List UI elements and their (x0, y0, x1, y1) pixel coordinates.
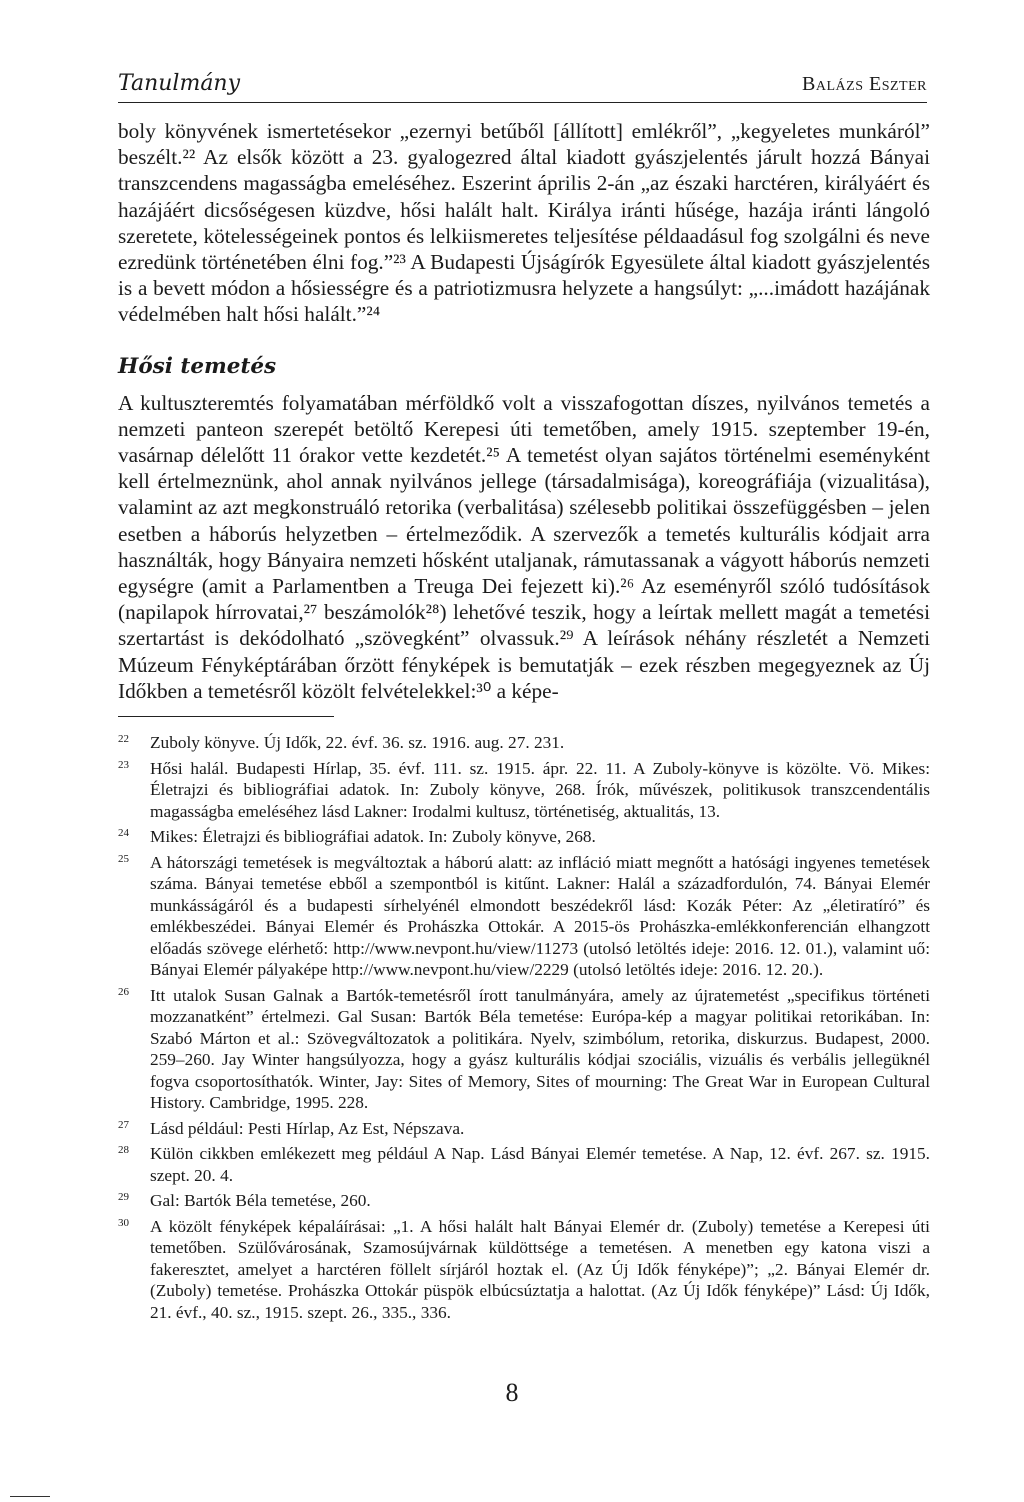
footnote-23 (118, 758, 930, 823)
footnote-number: 29 (118, 1191, 129, 1203)
footnote-number: 27 (118, 1118, 129, 1131)
footnote-24 (118, 826, 930, 848)
paragraph-1: boly könyvének ismertetésekor „ezernyi betűből [állított] emlékről”, „kegyeletes munkáról” beszélt.²² Az elsők között a 23. gyalogezred által kiadott gyászjelentés járult hozzá Bányai transzcendens magasságba emeléséhez. Eszerint április 2-án „az északi harctéren, királyáért és hazájáért dicsőségesen küzdve, hősi halált halt. Királya iránti hűsége, hazája iránti lángoló szeretete, kötelességeinek pontos és lelkiismeretes teljesítése példaadásul fog szolgálni és neve ezredünk történetében élni fog.”²³ A Budapesti Újságírók Egyesülete által kiadott gyászjelentés is a bevett módon a hősiességre és a patriotizmusra helyzete a hangsúlyt: „...imádott hazájának védelmében halt hősi halált.”²⁴ (118, 119, 930, 327)
page-number: 8 (505, 1378, 519, 1407)
footnote-28 (118, 1143, 930, 1186)
footnote-text: A hátországi temetések is megváltoztak a háború alatt: az infláció miatt megnőtt a hatósági ingyenes temetések száma. Bányai temetése ebből a szempontból is kitűnt. Lakner: Halál a századfordulón, 74. Bányai Elemér munkásságáról és a budapesti sírhelyénél elmondott beszédekről lásd: Kozák Péter: Az „életiratíró” és emlékbeszédei. Bányai Elemér és Prohászka Ottokár. A 2015-ös Prohászka-emlékkonferencián elhangzott előadás szövege elérhető: http://www.nevpont.hu/view/11273 (utolsó letöltés ideje: 2016. 12. 01.), valamint uő: Bányai Elemér pályaképe http://www.nevpont.hu/view/2229 (utolsó letöltés ideje: 2016. 12. 20.). (150, 852, 930, 979)
footnote-text: Hősi halál. Budapesti Hírlap, 35. évf. 111. sz. 1915. ápr. 22. 11. A Zuboly-könyve is közölte. Vö. Mikes: Életrajzi és bibliográfiai adatok. In: Zuboly könyve, 268. Írók, művészek, politikusok transzcendentális magasságba emeléséhez lásd Lakner: Irodalmi kultusz, történetiség, aktualitás, 13. (150, 758, 930, 821)
footnote-number: 23 (118, 758, 129, 771)
footnote-25 (118, 852, 930, 981)
footnote-30 (118, 1216, 930, 1324)
footnote-divider (118, 716, 334, 717)
footnote-number: 26 (118, 985, 129, 998)
footnote-number: 22 (118, 733, 129, 745)
header-section-label: Tanulmány (118, 71, 241, 96)
footnote-text: A közölt fényképek képaláírásai: „1. A hősi halált halt Bányai Elemér dr. (Zuboly) temetése a Kerepesi úti temetőben. Szülővárosának, Szamosújvárnak küldöttsége a temetésen. A menetben egy katona viszi a fakeresztet, amelyet a harctéren föllelt sírjáról hoztak el. (Az Új Idők fényképe)”; „2. Bányai Elemér dr. (Zuboly) temetése. Prohászka Ottokár püspök elbúcsúztatja a halottat. (Az Új Idők fényképe)” Lásd: Új Idők, 21. évf., 40. sz., 1915. szept. 26., 335., 336. (150, 1216, 930, 1322)
footnote-number: 28 (118, 1144, 129, 1156)
footnote-22 (118, 732, 930, 754)
footnote-text: Lásd például: Pesti Hírlap, Az Est, Népszava. (150, 1118, 465, 1138)
section-title: Hősi temetés (118, 353, 277, 379)
main-text (118, 118, 930, 704)
footnote-text: Zuboly könyve. Új Idők, 22. évf. 36. sz. 1916. aug. 27. 231. (150, 733, 565, 752)
running-header (118, 62, 927, 103)
scan-edge-line (10, 1496, 50, 1497)
footnotes (118, 732, 930, 1327)
footnote-text: Mikes: Életrajzi és bibliográfiai adatok. In: Zuboly könyve, 268. (150, 827, 596, 846)
paragraph-2: A kultuszteremtés folyamatában mérföldkő volt a visszafogottan díszes, nyilvános temetés a nemzeti panteon szerepét betöltő Kerepesi úti temetőben, amely 1915. szeptember 19-én, vasárnap délelőtt 11 órakor vette kezdetét.²⁵ A temetést olyan sajátos történelmi eseményként kell értelmeznünk, ahol annak nyilvános jellege (társadalmisága), koreográfiája (vizualitása), valamint az azt megkonstruáló retorika (verbalitása) szélesebb politikai összefüggésben – jelen esetben a háborús helyzetben – értelmeződik. A szervezők a temetés kulturális kódjait arra használták, hogy Bányaira nemzeti hősként utaljanak, rámutassanak a vágyott háborús nemzeti egységre (amit a Parlamentben a Treuga Dei fejezett ki).²⁶ Az eseményről szóló tudósítások (napilapok hírrovatai,²⁷ beszámolók²⁸) lehetővé teszik, hogy a leírtak mellett magát a temetési szertartást is dekódolható „szövegként” olvassuk.²⁹ A leírások néhány részletét a Nemzeti Múzeum Fényképtárában őrzött fényképek is bemutatják – ezek részben megegyeznek az Új Időkben a temetésről közölt felvételekkel:³⁰ a képe- (118, 390, 930, 703)
footnote-26 (118, 985, 930, 1114)
footnote-text: Itt utalok Susan Galnak a Bartók-temetésről írott tanulmányára, amely az újratemetést „specifikus történeti mozzanatként” értelmezi. Gal Susan: Bartók Béla temetése: Európa-kép a magyar politikai retorikában. In: Szabó Márton et al.: Szövegváltozatok a politikára. Nyelv, szimbólum, retorika, diskurzus. Budapest, 2000. 259–260. Jay Winter hangsúlyozza, hogy a gyász kulturális kódjai szociális, vizuális és verbális jellegüknél fogva csoportosíthatók. Winter, Jay: Sites of Memory, Sites of mourning: The Great War in European Cultural History. Cambridge, 1995. 228. (150, 985, 930, 1112)
footnote-number: 24 (118, 827, 129, 839)
footnote-27 (118, 1118, 930, 1140)
footnote-29 (118, 1190, 930, 1212)
footnote-text: Gal: Bartók Béla temetése, 260. (150, 1191, 371, 1210)
footnote-text: Külön cikkben emlékezett meg például A Nap. Lásd Bányai Elemér temetése. A Nap, 12. évf. 267. sz. 1915. szept. 20. 4. (150, 1144, 930, 1185)
footnote-number: 30 (118, 1216, 129, 1229)
header-author: Balázs Eszter (802, 73, 927, 95)
footnote-number: 25 (118, 852, 129, 865)
